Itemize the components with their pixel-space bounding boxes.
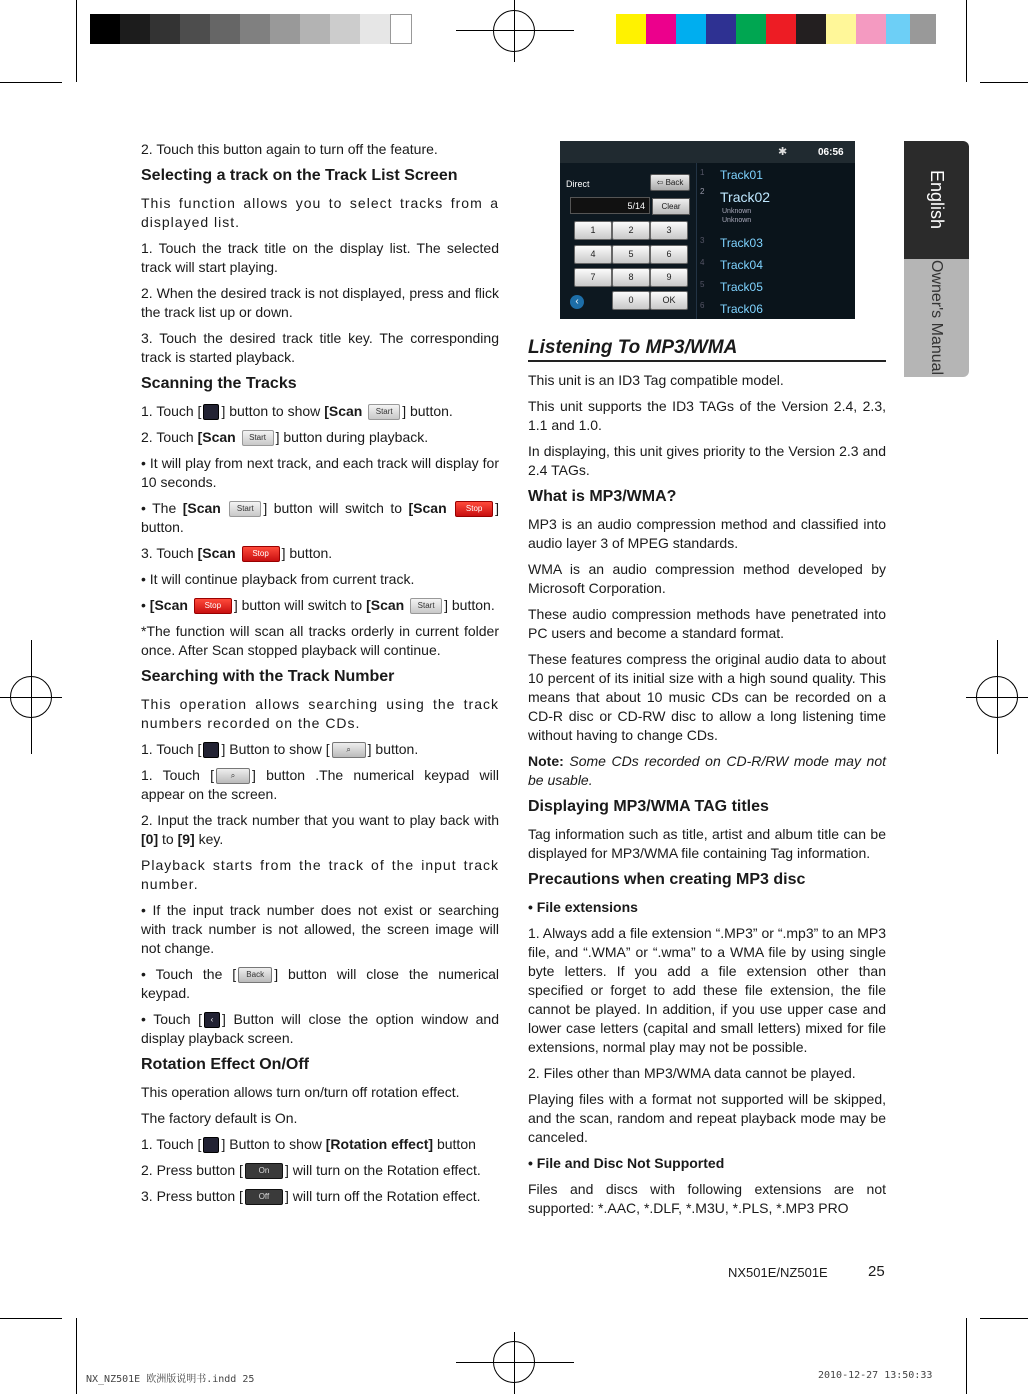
- track-item: Track01: [720, 168, 763, 182]
- screen-close-icon: ‹: [570, 295, 584, 309]
- key-ok: OK: [650, 291, 688, 310]
- heading-search: Searching with the Track Number: [141, 668, 395, 685]
- option-icon: [203, 1137, 219, 1153]
- key-8: 8: [612, 268, 650, 287]
- search-bullet-2: • Touch the [ Back ] button will close the numerical keypad.: [141, 966, 499, 1001]
- scan-stop-button: Stop: [455, 501, 493, 517]
- para: 1. Touch the track title on the display list. The selected track will start playing.: [141, 240, 499, 275]
- track-item: Track06: [720, 302, 763, 316]
- screen-topbar: [560, 141, 855, 163]
- left-column: [141, 140, 499, 1213]
- tab-english: [904, 141, 969, 259]
- search-bullet-3: • Touch [ ‹ ] Button will close the option window and display playback screen.: [141, 1011, 499, 1046]
- scan-bullet-2: • The [Scan Start ] button will switch to [Scan Stop ] button.: [141, 500, 500, 535]
- para: These audio compression methods have penetrated into PC users and become a standard format.: [528, 606, 886, 641]
- rotation-off-button: Off: [245, 1189, 283, 1205]
- track-album: Unknown: [722, 217, 752, 224]
- para: The factory default is On.: [141, 1110, 298, 1126]
- rot-step-3: 3. Press button [ Off ] will turn off the Rotation effect.: [141, 1188, 481, 1204]
- para: These features compress the original audio data to about 10 percent of its initial size with a high sound quality. This means that about 10 music CDs can be recorded on a CD-R disc or CD-RW disc to allow a long listening time without having to change CDs.: [528, 651, 886, 743]
- track-item: Track05: [720, 280, 763, 294]
- heading-tag: Displaying MP3/WMA TAG titles: [528, 798, 769, 815]
- search-step-1: 1. Touch [ ] Button to show [ ⌕ ] button.: [141, 741, 419, 757]
- para: • If the input track number does not exist or searching with track number is not allowed, the screen image will not change.: [141, 902, 499, 956]
- option-icon: [203, 404, 219, 420]
- scan-stop-button: Stop: [194, 598, 232, 614]
- key-0: 0: [612, 291, 650, 310]
- track-item: Track04: [720, 258, 763, 272]
- track-num: 5: [700, 280, 705, 289]
- section-title: Listening To MP3/WMA: [528, 338, 886, 362]
- track-num: 1: [700, 168, 705, 177]
- para: In displaying, this unit gives priority to the Version 2.3 and 2.4 TAGs.: [528, 443, 886, 478]
- scan-start-button: Start: [368, 404, 400, 420]
- para: Files and discs with following extensions are not supported: *.AAC, *.DLF, *.M3U, *.PLS, *.MP3 PRO: [528, 1181, 886, 1216]
- scan-step-2: 2. Touch [Scan Start ] button during playback.: [141, 429, 429, 445]
- scan-stop-button: Stop: [242, 546, 280, 562]
- tab-manual-label: Owner's Manual: [928, 260, 945, 376]
- track-artist: Unknown: [722, 208, 752, 215]
- note: Note: Some CDs recorded on CD-R/RW mode may not be usable.: [528, 753, 886, 788]
- back-label: Back: [665, 178, 684, 187]
- heading-precautions: Precautions when creating MP3 disc: [528, 871, 806, 888]
- track-num: 6: [700, 301, 705, 310]
- track-num: 2: [700, 187, 705, 196]
- scan-start-button: Start: [229, 501, 261, 517]
- search-key-icon: ⌕: [216, 768, 250, 784]
- key-6: 6: [650, 245, 688, 264]
- search-key-icon: ⌕: [332, 742, 366, 758]
- back-key-icon: Back: [238, 967, 272, 983]
- scan-start-button: Start: [242, 430, 274, 446]
- file-info: NX_NZ501E 欧洲版说明书.indd 25: [86, 1374, 255, 1385]
- screen-title: Direct: [566, 179, 590, 189]
- option-icon: [203, 742, 219, 758]
- print-stamp: 2010-12-27 13:50:33: [818, 1370, 933, 1381]
- para: 2. Files other than MP3/WMA data cannot be played.: [528, 1065, 856, 1081]
- para: This operation allows turn on/turn off rotation effect.: [141, 1084, 460, 1100]
- heading-rotation: Rotation Effect On/Off: [141, 1056, 309, 1073]
- rotation-on-button: On: [245, 1163, 283, 1179]
- para: This operation allows searching using the track numbers recorded on the CDs.: [141, 696, 499, 731]
- tab-owners-manual: [904, 259, 969, 377]
- para: • It will continue playback from current track.: [141, 571, 415, 587]
- key-4: 4: [574, 245, 612, 264]
- track-num: 4: [700, 258, 705, 267]
- key-3: 3: [650, 221, 688, 240]
- search-step-2: 1. Touch [ ⌕ ] button .The numerical keypad will appear on the screen.: [141, 767, 499, 802]
- bluetooth-icon: ✱: [778, 146, 788, 158]
- para: MP3 is an audio compression method and classified into audio layer 3 of MPEG standards.: [528, 516, 886, 551]
- para: • It will play from next track, and each track will display for 10 seconds.: [141, 455, 499, 490]
- para: 2. When the desired track is not displayed, press and flick the track list up or down.: [141, 285, 499, 320]
- scan-start-button: Start: [410, 598, 442, 614]
- track-num: 3: [700, 236, 705, 245]
- para: Playback starts from the track of the input track number.: [141, 857, 499, 892]
- key-9: 9: [650, 268, 688, 287]
- screen-back-button: [650, 174, 690, 191]
- key-1: 1: [574, 221, 612, 240]
- rot-step-2: 2. Press button [ On ] will turn on the Rotation effect.: [141, 1162, 481, 1178]
- para: This unit supports the ID3 TAGs of the Version 2.4, 2.3, 1.1 and 1.0.: [528, 398, 886, 433]
- heading-track-list: Selecting a track on the Track List Screen: [141, 167, 458, 184]
- bullet-not-supported: • File and Disc Not Supported: [528, 1155, 725, 1171]
- screen-clock: 06:56: [818, 147, 844, 158]
- track-item: Track03: [720, 236, 763, 250]
- page-number: 25: [868, 1263, 885, 1280]
- scan-step-3: 3. Touch [Scan Stop ] button.: [141, 545, 333, 561]
- device-screenshot: [560, 141, 855, 319]
- para: This unit is an ID3 Tag compatible model.: [528, 372, 784, 388]
- para: 3. Touch the desired track title key. The corresponding track is started playback.: [141, 330, 499, 365]
- right-column: [528, 338, 886, 1225]
- track-item-selected: Track02: [720, 189, 771, 205]
- para: 1. Always add a file extension “.MP3” or “.mp3” to an MP3 file, and “.WMA” or “.wma” to a WMA file by using single byte letters. If you add a file extension other than specified or forget to add these file extension, the file cannot be played. In addition, if you use upper case and lower case letters (capital and small letters) mixed for file extensions, normal play may not be possible.: [528, 925, 886, 1055]
- para: This function allows you to select tracks from a displayed list.: [141, 195, 499, 230]
- close-icon: ‹: [204, 1012, 220, 1028]
- scan-step-1: 1. Touch [ ] button to show [Scan Start ] button.: [141, 403, 453, 419]
- para: *The function will scan all tracks orderly in current folder once. After Scan stopped playback will continue.: [141, 623, 499, 658]
- entry-value: 5/14: [627, 201, 645, 211]
- model-number: NX501E/NZ501E: [728, 1265, 828, 1280]
- back-arrow-icon: ⇦: [656, 178, 664, 187]
- screen-clear-button: Clear: [652, 198, 690, 215]
- key-2: 2: [612, 221, 650, 240]
- para: Tag information such as title, artist and album title can be displayed for MP3/WMA file containing Tag information.: [528, 826, 886, 861]
- tab-english-label: English: [927, 170, 947, 230]
- screen-entry-field: [570, 197, 650, 214]
- key-7: 7: [574, 268, 612, 287]
- para: WMA is an audio compression method developed by Microsoft Corporation.: [528, 561, 886, 596]
- intro-text: 2. Touch this button again to turn off the feature.: [141, 141, 438, 157]
- scan-bullet-4: • [Scan Stop ] button will switch to [Scan Start ] button.: [141, 597, 495, 613]
- bullet-extensions: • File extensions: [528, 899, 638, 915]
- para: Playing files with a format not supported will be skipped, and the scan, random and repeat playback mode may be canceled.: [528, 1091, 886, 1145]
- search-step-3: 2. Input the track number that you want to play back with [0] to [9] key.: [141, 812, 499, 847]
- rot-step-1: 1. Touch [ ] Button to show [Rotation effect] button: [141, 1136, 476, 1152]
- heading-what: What is MP3/WMA?: [528, 488, 677, 505]
- heading-scan: Scanning the Tracks: [141, 375, 297, 392]
- key-5: 5: [612, 245, 650, 264]
